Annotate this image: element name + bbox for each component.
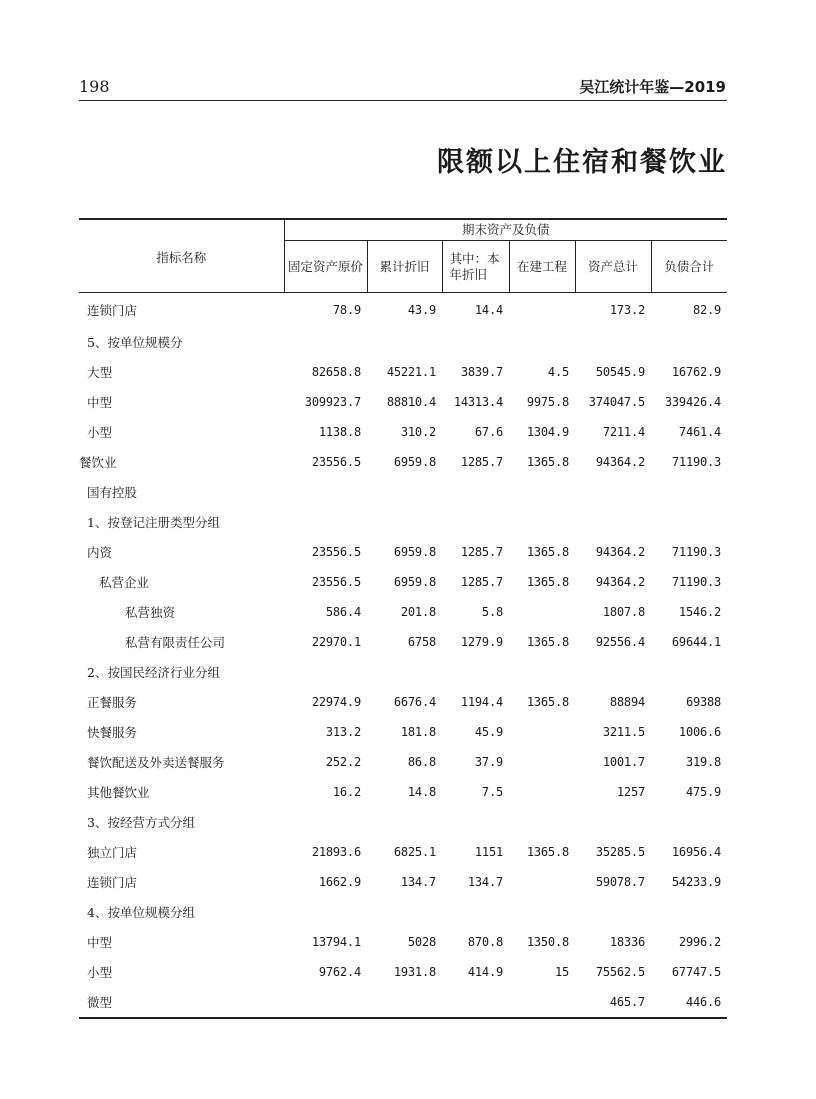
table-row bbox=[79, 927, 727, 957]
table-cell: 9762.4 bbox=[318, 965, 361, 979]
table-cell: 181.8 bbox=[400, 725, 436, 739]
table-cell: 82658.8 bbox=[311, 365, 361, 379]
table-cell: 6825.1 bbox=[393, 845, 436, 859]
table-cell: 1006.6 bbox=[678, 725, 722, 739]
table-row bbox=[79, 507, 727, 537]
table-row bbox=[79, 293, 727, 328]
table-cell: 1365.8 bbox=[526, 695, 569, 709]
table-cell: 6676.4 bbox=[393, 695, 436, 709]
row-label: 餐饮配送及外卖送餐服务 bbox=[87, 755, 225, 770]
table-cell bbox=[509, 657, 575, 687]
row-label: 私营企业 bbox=[99, 575, 150, 590]
table-cell: 6959.8 bbox=[393, 455, 436, 469]
table-cell bbox=[367, 507, 442, 537]
table-cell: 6959.8 bbox=[393, 545, 436, 559]
table-cell: 16762.9 bbox=[671, 365, 722, 379]
table-cell: 3211.5 bbox=[602, 725, 645, 739]
table-cell: 1931.8 bbox=[393, 965, 436, 979]
table-cell bbox=[509, 477, 575, 507]
table-cell: 475.9 bbox=[685, 785, 722, 799]
table-cell: 59078.7 bbox=[595, 875, 645, 889]
table-cell bbox=[509, 507, 575, 537]
table-cell bbox=[509, 717, 575, 747]
table-cell bbox=[442, 507, 509, 537]
table-row bbox=[79, 477, 727, 507]
table-cell: 1285.7 bbox=[460, 455, 503, 469]
table-cell: 71190.3 bbox=[671, 575, 722, 589]
table-cell: 23556.5 bbox=[311, 545, 361, 559]
table-cell bbox=[575, 657, 651, 687]
table-cell: 134.7 bbox=[400, 875, 436, 889]
row-label: 4、按单位规模分组 bbox=[87, 905, 195, 920]
row-label: 独立门店 bbox=[87, 845, 138, 860]
header-rule bbox=[79, 100, 727, 101]
row-label: 中型 bbox=[87, 395, 113, 410]
table-cell: 5028 bbox=[407, 935, 436, 949]
table-cell: 14313.4 bbox=[453, 395, 503, 409]
row-label: 5、按单位规模分 bbox=[87, 335, 183, 350]
table-cell: 1546.2 bbox=[678, 605, 722, 619]
table-cell: 309923.7 bbox=[304, 395, 361, 409]
table-cell: 7461.4 bbox=[678, 425, 722, 439]
table-cell: 446.6 bbox=[651, 987, 727, 1018]
row-label: 其他餐饮业 bbox=[87, 785, 150, 800]
table-row bbox=[79, 807, 727, 837]
table-row bbox=[79, 567, 727, 597]
table-cell: 6959.8 bbox=[393, 575, 436, 589]
table-cell: 1365.8 bbox=[526, 635, 569, 649]
table-cell: 2996.2 bbox=[678, 935, 722, 949]
table-row bbox=[79, 447, 727, 477]
table-cell: 75562.5 bbox=[595, 965, 645, 979]
table-cell: 69644.1 bbox=[671, 635, 722, 649]
row-label: 连锁门店 bbox=[87, 303, 138, 318]
table-cell: 313.2 bbox=[325, 725, 361, 739]
table-row bbox=[79, 627, 727, 657]
table-cell: 94364.2 bbox=[595, 545, 645, 559]
table-cell bbox=[651, 807, 727, 837]
table-cell bbox=[442, 327, 509, 357]
row-label: 小型 bbox=[87, 965, 113, 980]
table-cell bbox=[651, 897, 727, 927]
table-cell: 7211.4 bbox=[602, 425, 645, 439]
table-cell bbox=[367, 657, 442, 687]
table-cell: 6758 bbox=[407, 635, 436, 649]
running-title: 吴江统计年鉴—2019 bbox=[579, 78, 726, 96]
table-cell bbox=[651, 507, 727, 537]
table-cell bbox=[284, 807, 367, 837]
table-cell: 78.9 bbox=[332, 303, 361, 317]
table-row bbox=[79, 777, 727, 807]
row-label: 国有控股 bbox=[87, 485, 138, 500]
table-cell: 23556.5 bbox=[311, 575, 361, 589]
table-cell: 134.7 bbox=[467, 875, 503, 889]
table-cell: 43.9 bbox=[407, 303, 436, 317]
table-cell: 414.9 bbox=[467, 965, 503, 979]
table-cell bbox=[284, 477, 367, 507]
table-cell: 1365.8 bbox=[526, 845, 569, 859]
table-row bbox=[79, 897, 727, 927]
table-cell bbox=[509, 597, 575, 627]
table-cell bbox=[367, 327, 442, 357]
column-header-accumulated-depreciation: 累计折旧 bbox=[367, 241, 442, 293]
table-cell: 1350.8 bbox=[526, 935, 569, 949]
table-cell bbox=[575, 807, 651, 837]
table-cell: 45221.1 bbox=[386, 365, 436, 379]
table-cell bbox=[284, 657, 367, 687]
table-cell: 23556.5 bbox=[311, 455, 361, 469]
table-cell: 71190.3 bbox=[671, 545, 722, 559]
table-cell: 7.5 bbox=[481, 785, 503, 799]
table-cell bbox=[575, 477, 651, 507]
table-cell: 37.9 bbox=[474, 755, 503, 769]
column-header-fixed-assets: 固定资产原价 bbox=[284, 241, 367, 293]
row-label: 微型 bbox=[79, 987, 284, 1018]
table-cell: 1365.8 bbox=[526, 545, 569, 559]
table-cell: 54233.9 bbox=[671, 875, 722, 889]
table-cell: 319.8 bbox=[685, 755, 722, 769]
table-cell: 1138.8 bbox=[318, 425, 361, 439]
table-row bbox=[79, 747, 727, 777]
table-cell bbox=[367, 477, 442, 507]
table-cell bbox=[284, 507, 367, 537]
table-row bbox=[79, 657, 727, 687]
table-cell bbox=[367, 897, 442, 927]
table-cell: 82.9 bbox=[692, 303, 722, 317]
table-cell: 201.8 bbox=[400, 605, 436, 619]
table-cell: 18336 bbox=[609, 935, 645, 949]
table-cell bbox=[509, 897, 575, 927]
table-cell: 45.9 bbox=[474, 725, 503, 739]
table-cell: 1365.8 bbox=[526, 575, 569, 589]
table-cell: 465.7 bbox=[575, 987, 651, 1018]
table-cell bbox=[442, 807, 509, 837]
table-cell: 22974.9 bbox=[311, 695, 361, 709]
table-cell: 1304.9 bbox=[526, 425, 569, 439]
table-cell: 94364.2 bbox=[595, 575, 645, 589]
table-cell bbox=[442, 987, 509, 1018]
row-label: 内资 bbox=[87, 545, 113, 560]
assets-liabilities-group-header: 期末资产及负债 bbox=[284, 219, 727, 241]
table-cell bbox=[442, 477, 509, 507]
table-cell: 50545.9 bbox=[595, 365, 645, 379]
table-cell: 14.4 bbox=[474, 303, 503, 317]
table-cell bbox=[284, 987, 367, 1018]
table-cell: 870.8 bbox=[467, 935, 503, 949]
section-title: 限额以上住宿和餐饮业 bbox=[437, 147, 727, 178]
row-label: 餐饮业 bbox=[79, 455, 117, 470]
row-label: 中型 bbox=[87, 935, 113, 950]
table-row bbox=[79, 537, 727, 567]
table-cell bbox=[509, 327, 575, 357]
table-cell: 21893.6 bbox=[311, 845, 361, 859]
table-cell bbox=[509, 867, 575, 897]
table-cell bbox=[575, 897, 651, 927]
row-label: 连锁门店 bbox=[87, 875, 138, 890]
table-cell: 86.8 bbox=[407, 755, 436, 769]
table-cell: 88894 bbox=[609, 695, 645, 709]
table-cell: 1285.7 bbox=[460, 575, 503, 589]
table-cell: 3839.7 bbox=[460, 365, 503, 379]
table-cell: 16.2 bbox=[332, 785, 361, 799]
row-label: 快餐服务 bbox=[87, 725, 138, 740]
table-row bbox=[79, 327, 727, 357]
table-cell: 67747.5 bbox=[671, 965, 722, 979]
table-cell: 1285.7 bbox=[460, 545, 503, 559]
table-cell bbox=[284, 897, 367, 927]
table-cell bbox=[509, 807, 575, 837]
table-cell: 5.8 bbox=[481, 605, 503, 619]
table-cell: 13794.1 bbox=[311, 935, 361, 949]
table-cell: 9975.8 bbox=[526, 395, 569, 409]
row-label: 大型 bbox=[87, 365, 113, 380]
row-label: 正餐服务 bbox=[87, 695, 138, 710]
table-cell bbox=[575, 507, 651, 537]
table-row bbox=[79, 987, 727, 1018]
table-cell bbox=[509, 987, 575, 1018]
table-cell: 1151 bbox=[474, 845, 503, 859]
row-label: 小型 bbox=[87, 425, 113, 440]
table-cell: 1279.9 bbox=[460, 635, 503, 649]
table-cell: 339426.4 bbox=[664, 395, 722, 409]
column-header-total-liabilities: 负债合计 bbox=[651, 241, 727, 293]
table-row bbox=[79, 957, 727, 987]
table-cell bbox=[284, 327, 367, 357]
column-header-construction-in-progress: 在建工程 bbox=[509, 241, 575, 293]
row-label: 私营有限责任公司 bbox=[125, 635, 226, 650]
table-body bbox=[79, 293, 727, 1019]
page-number: 198 bbox=[79, 77, 110, 96]
table-row bbox=[79, 837, 727, 867]
statistics-table bbox=[79, 218, 727, 1019]
table-row bbox=[79, 717, 727, 747]
table-cell bbox=[367, 987, 442, 1018]
table-cell bbox=[367, 807, 442, 837]
table-cell bbox=[651, 477, 727, 507]
column-header-current-year-depreciation: 其中：本年折旧 bbox=[442, 241, 509, 293]
table-cell: 92556.4 bbox=[595, 635, 645, 649]
table-cell: 173.2 bbox=[609, 303, 645, 317]
table-cell: 14.8 bbox=[407, 785, 436, 799]
table-cell bbox=[509, 293, 575, 328]
table-cell: 67.6 bbox=[474, 425, 503, 439]
table-cell: 1807.8 bbox=[602, 605, 645, 619]
table-cell: 1662.9 bbox=[318, 875, 361, 889]
table-row bbox=[79, 687, 727, 717]
table-cell: 586.4 bbox=[325, 605, 361, 619]
table-row bbox=[79, 597, 727, 627]
table-row bbox=[79, 417, 727, 447]
table-cell bbox=[509, 747, 575, 777]
table-cell bbox=[442, 897, 509, 927]
table-cell: 71190.3 bbox=[671, 455, 722, 469]
row-label: 2、按国民经济行业分组 bbox=[87, 665, 220, 680]
table-cell: 94364.2 bbox=[595, 455, 645, 469]
row-label: 私营独资 bbox=[125, 605, 176, 620]
table-cell: 252.2 bbox=[325, 755, 361, 769]
table-cell bbox=[651, 657, 727, 687]
table-cell: 35285.5 bbox=[595, 845, 645, 859]
table-row bbox=[79, 387, 727, 417]
table-cell bbox=[651, 327, 727, 357]
table-cell: 22970.1 bbox=[311, 635, 361, 649]
table-cell bbox=[509, 777, 575, 807]
table-cell: 88810.4 bbox=[386, 395, 436, 409]
table-row bbox=[79, 357, 727, 387]
indicator-name-header: 指标名称 bbox=[79, 219, 284, 293]
table-cell: 374047.5 bbox=[588, 395, 645, 409]
table-cell: 69388 bbox=[685, 695, 722, 709]
table-cell: 4.5 bbox=[547, 365, 569, 379]
column-header-total-assets: 资产总计 bbox=[575, 241, 651, 293]
table-cell: 16956.4 bbox=[671, 845, 722, 859]
table-cell: 1257 bbox=[616, 785, 645, 799]
table-cell: 1001.7 bbox=[602, 755, 645, 769]
table-cell: 310.2 bbox=[400, 425, 436, 439]
row-label: 3、按经营方式分组 bbox=[87, 815, 195, 830]
table-cell: 1194.4 bbox=[460, 695, 503, 709]
table-cell: 15 bbox=[554, 965, 569, 979]
table-cell: 1365.8 bbox=[526, 455, 569, 469]
row-label: 1、按登记注册类型分组 bbox=[87, 515, 220, 530]
table-cell bbox=[442, 657, 509, 687]
table-cell bbox=[575, 327, 651, 357]
table-row bbox=[79, 867, 727, 897]
